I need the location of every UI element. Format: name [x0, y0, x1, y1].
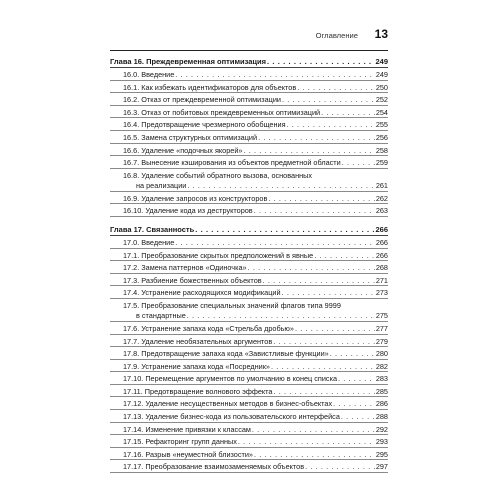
entry-page-number: 261	[375, 181, 388, 191]
entry-title: 17.12. Удаление несущественных методов в бизнес-объектах	[123, 399, 333, 409]
toc-section-entry	[110, 435, 388, 448]
dot-leader	[268, 194, 374, 204]
entry-title: 17.14. Изменение привязки к классам	[123, 424, 251, 434]
entry-title: 16.1. Как избежать идентификаторов для объектов	[123, 82, 297, 92]
entry-title: 16.2. Отказ от преждевременной оптимизации	[123, 95, 281, 105]
dot-leader	[282, 288, 375, 298]
dot-leader	[263, 276, 375, 286]
toc-section-entry	[110, 299, 388, 322]
toc-section-entry	[110, 192, 388, 205]
toc-section-entry	[110, 322, 388, 335]
entry-title: 16.8. Удаление событий обратного вызова, основанных	[123, 170, 313, 180]
entry-title: 17.4. Устранение расходящихся модификаций	[123, 288, 281, 298]
entry-page-number: 280	[375, 349, 388, 359]
header-rule	[110, 50, 388, 51]
entry-title-continuation: в стандартные	[136, 311, 186, 321]
entry-title: 16.0. Введение	[123, 70, 175, 79]
entry-title: 17.13. Удаление бизнес-кода из пользовательского интерфейса	[123, 412, 340, 422]
dot-leader	[338, 374, 375, 384]
entry-title: 16.7. Вынесение кэширования из объектов предметной области	[123, 158, 341, 168]
page-number: 13	[374, 27, 388, 41]
entry-page-number: 271	[375, 275, 388, 285]
entry-page-number: 252	[375, 95, 388, 105]
entry-page-number: 283	[375, 374, 388, 384]
toc-section-entry	[110, 448, 388, 461]
entry-page-number: 259	[375, 158, 388, 168]
toc-chapter-entry	[110, 55, 388, 68]
entry-title: 17.2. Замена паттернов «Одиночка»	[123, 263, 247, 273]
entry-page-number: 268	[375, 263, 388, 273]
entry-page-number: 297	[375, 462, 388, 472]
dot-leader	[297, 83, 375, 93]
entry-title: 17.0. Введение	[123, 237, 175, 247]
entry-page-number: 266	[375, 224, 388, 234]
toc-section-entry	[110, 131, 388, 144]
entry-title: 17.10. Перемещение аргументов по умолчанию в конец списка	[123, 374, 337, 384]
entry-page-number: 277	[375, 323, 388, 333]
entry-page-number: 279	[375, 336, 388, 346]
dot-leader	[295, 324, 375, 334]
dot-leader	[187, 311, 375, 321]
toc-section-entry	[110, 274, 388, 287]
dot-leader	[254, 206, 375, 216]
toc-section-entry	[110, 410, 388, 423]
entry-title: 17.1. Преобразование скрытых предположений в явные	[123, 250, 314, 260]
entry-page-number: 256	[375, 132, 388, 142]
entry-page-number: 295	[375, 449, 388, 459]
entry-page-number: 258	[375, 145, 388, 155]
toc-section-entry	[110, 397, 388, 410]
dot-leader	[282, 95, 375, 105]
toc-section-entry	[110, 249, 388, 262]
entry-page-number: 288	[375, 412, 388, 422]
dot-leader	[321, 108, 375, 118]
toc-section-entry	[110, 335, 388, 348]
toc-section-entry	[110, 385, 388, 398]
entry-title: 16.9. Удаление запросов из конструкторов	[123, 193, 268, 203]
entry-page-number: 263	[375, 206, 388, 216]
dot-leader	[238, 437, 375, 447]
entry-title: 16.5. Замена структурных оптимизаций	[123, 132, 258, 142]
toc-chapter-entry	[110, 223, 388, 236]
dot-leader	[254, 450, 375, 460]
entry-page-number: 292	[375, 424, 388, 434]
entry-page-number: 266	[375, 237, 388, 247]
entry-title: 16.4. Предотвращение чрезмерного обобщения	[123, 120, 286, 130]
toc-section-entry	[110, 360, 388, 373]
toc-section-entry	[110, 286, 388, 299]
entry-title: 17.17. Преобразование взаимозаменяемых объектов	[123, 462, 305, 472]
entry-title: 16.6. Удаление «подочных якорей»	[123, 145, 243, 155]
toc-section-entry	[110, 204, 388, 217]
entry-title: 17.5. Преобразование специальных значений флагов типа 9999	[123, 300, 341, 310]
entry-title-continuation: на реализации	[136, 181, 187, 191]
running-head-title: Оглавление	[315, 31, 358, 40]
toc-section-entry	[110, 81, 388, 94]
entry-page-number: 262	[375, 193, 388, 203]
toc-section-entry	[110, 106, 388, 119]
toc-section-entry	[110, 261, 388, 274]
toc-section-entry	[110, 460, 388, 473]
entry-title: 17.6. Устранение запаха кода «Стрельба дробью»	[123, 323, 294, 333]
dot-leader	[274, 387, 375, 397]
table-of-contents	[110, 55, 388, 473]
dot-leader	[273, 337, 375, 347]
entry-page-number: 293	[375, 437, 388, 447]
entry-title: 17.9. Устранение запаха кода «Посредник»	[123, 361, 270, 371]
dot-leader	[330, 349, 375, 359]
entry-page-number: 266	[375, 250, 388, 260]
dot-leader	[187, 181, 374, 191]
toc-section-entry	[110, 169, 388, 192]
entry-page-number: 275	[375, 311, 388, 321]
dot-leader	[175, 238, 375, 248]
dot-leader	[252, 425, 375, 435]
entry-title: 17.16. Разрыв «неуместной близости»	[123, 449, 253, 459]
entry-title: 17.7. Удаление необязательных аргументов	[123, 336, 273, 346]
entry-page-number: 273	[375, 288, 388, 298]
entry-page-number: 285	[375, 386, 388, 396]
dot-leader	[271, 362, 375, 372]
entry-title: Глава 17. Связанность	[110, 224, 195, 234]
toc-section-entry	[110, 144, 388, 157]
entry-title: 17.11. Предотвращение волнового эффекта	[123, 386, 273, 396]
entry-title: 17.15. Рефакторинг групп данных	[123, 437, 237, 447]
entry-page-number: 250	[375, 82, 388, 92]
toc-section-entry	[110, 68, 388, 81]
toc-section-entry	[110, 236, 388, 249]
dot-leader	[333, 399, 375, 409]
entry-page-number: 254	[375, 107, 388, 117]
dot-leader	[175, 70, 375, 80]
entry-page-number: 255	[375, 120, 388, 130]
toc-section-entry	[110, 156, 388, 169]
dot-leader	[314, 251, 375, 261]
toc-section-entry	[110, 347, 388, 360]
dot-leader	[195, 225, 374, 235]
entry-title: 16.3. Отказ от побитовых преждевременных оптимизаций	[123, 107, 321, 117]
running-head	[110, 27, 388, 43]
entry-title: 16.10. Удаление кода из деструкторов	[123, 206, 253, 216]
entry-page-number: 249	[375, 70, 388, 79]
entry-title: 17.8. Предотвращение запаха кода «Завистливые функции»	[123, 349, 329, 359]
toc-section-entry	[110, 118, 388, 131]
dot-leader	[248, 263, 375, 273]
dot-leader	[305, 462, 375, 472]
dot-leader	[267, 57, 374, 67]
dot-leader	[287, 120, 375, 130]
toc-section-entry	[110, 93, 388, 106]
dot-leader	[244, 146, 375, 156]
dot-leader	[342, 158, 375, 168]
dot-leader	[341, 412, 375, 422]
entry-page-number: 249	[375, 57, 388, 66]
dot-leader	[258, 133, 375, 143]
entry-title: Глава 16. Преждевременная оптимизация	[110, 57, 267, 66]
toc-section-entry	[110, 372, 388, 385]
toc-section-entry	[110, 423, 388, 436]
entry-title: 17.3. Разбиение божественных объектов	[123, 275, 262, 285]
entry-page-number: 286	[375, 399, 388, 409]
entry-page-number: 282	[375, 361, 388, 371]
